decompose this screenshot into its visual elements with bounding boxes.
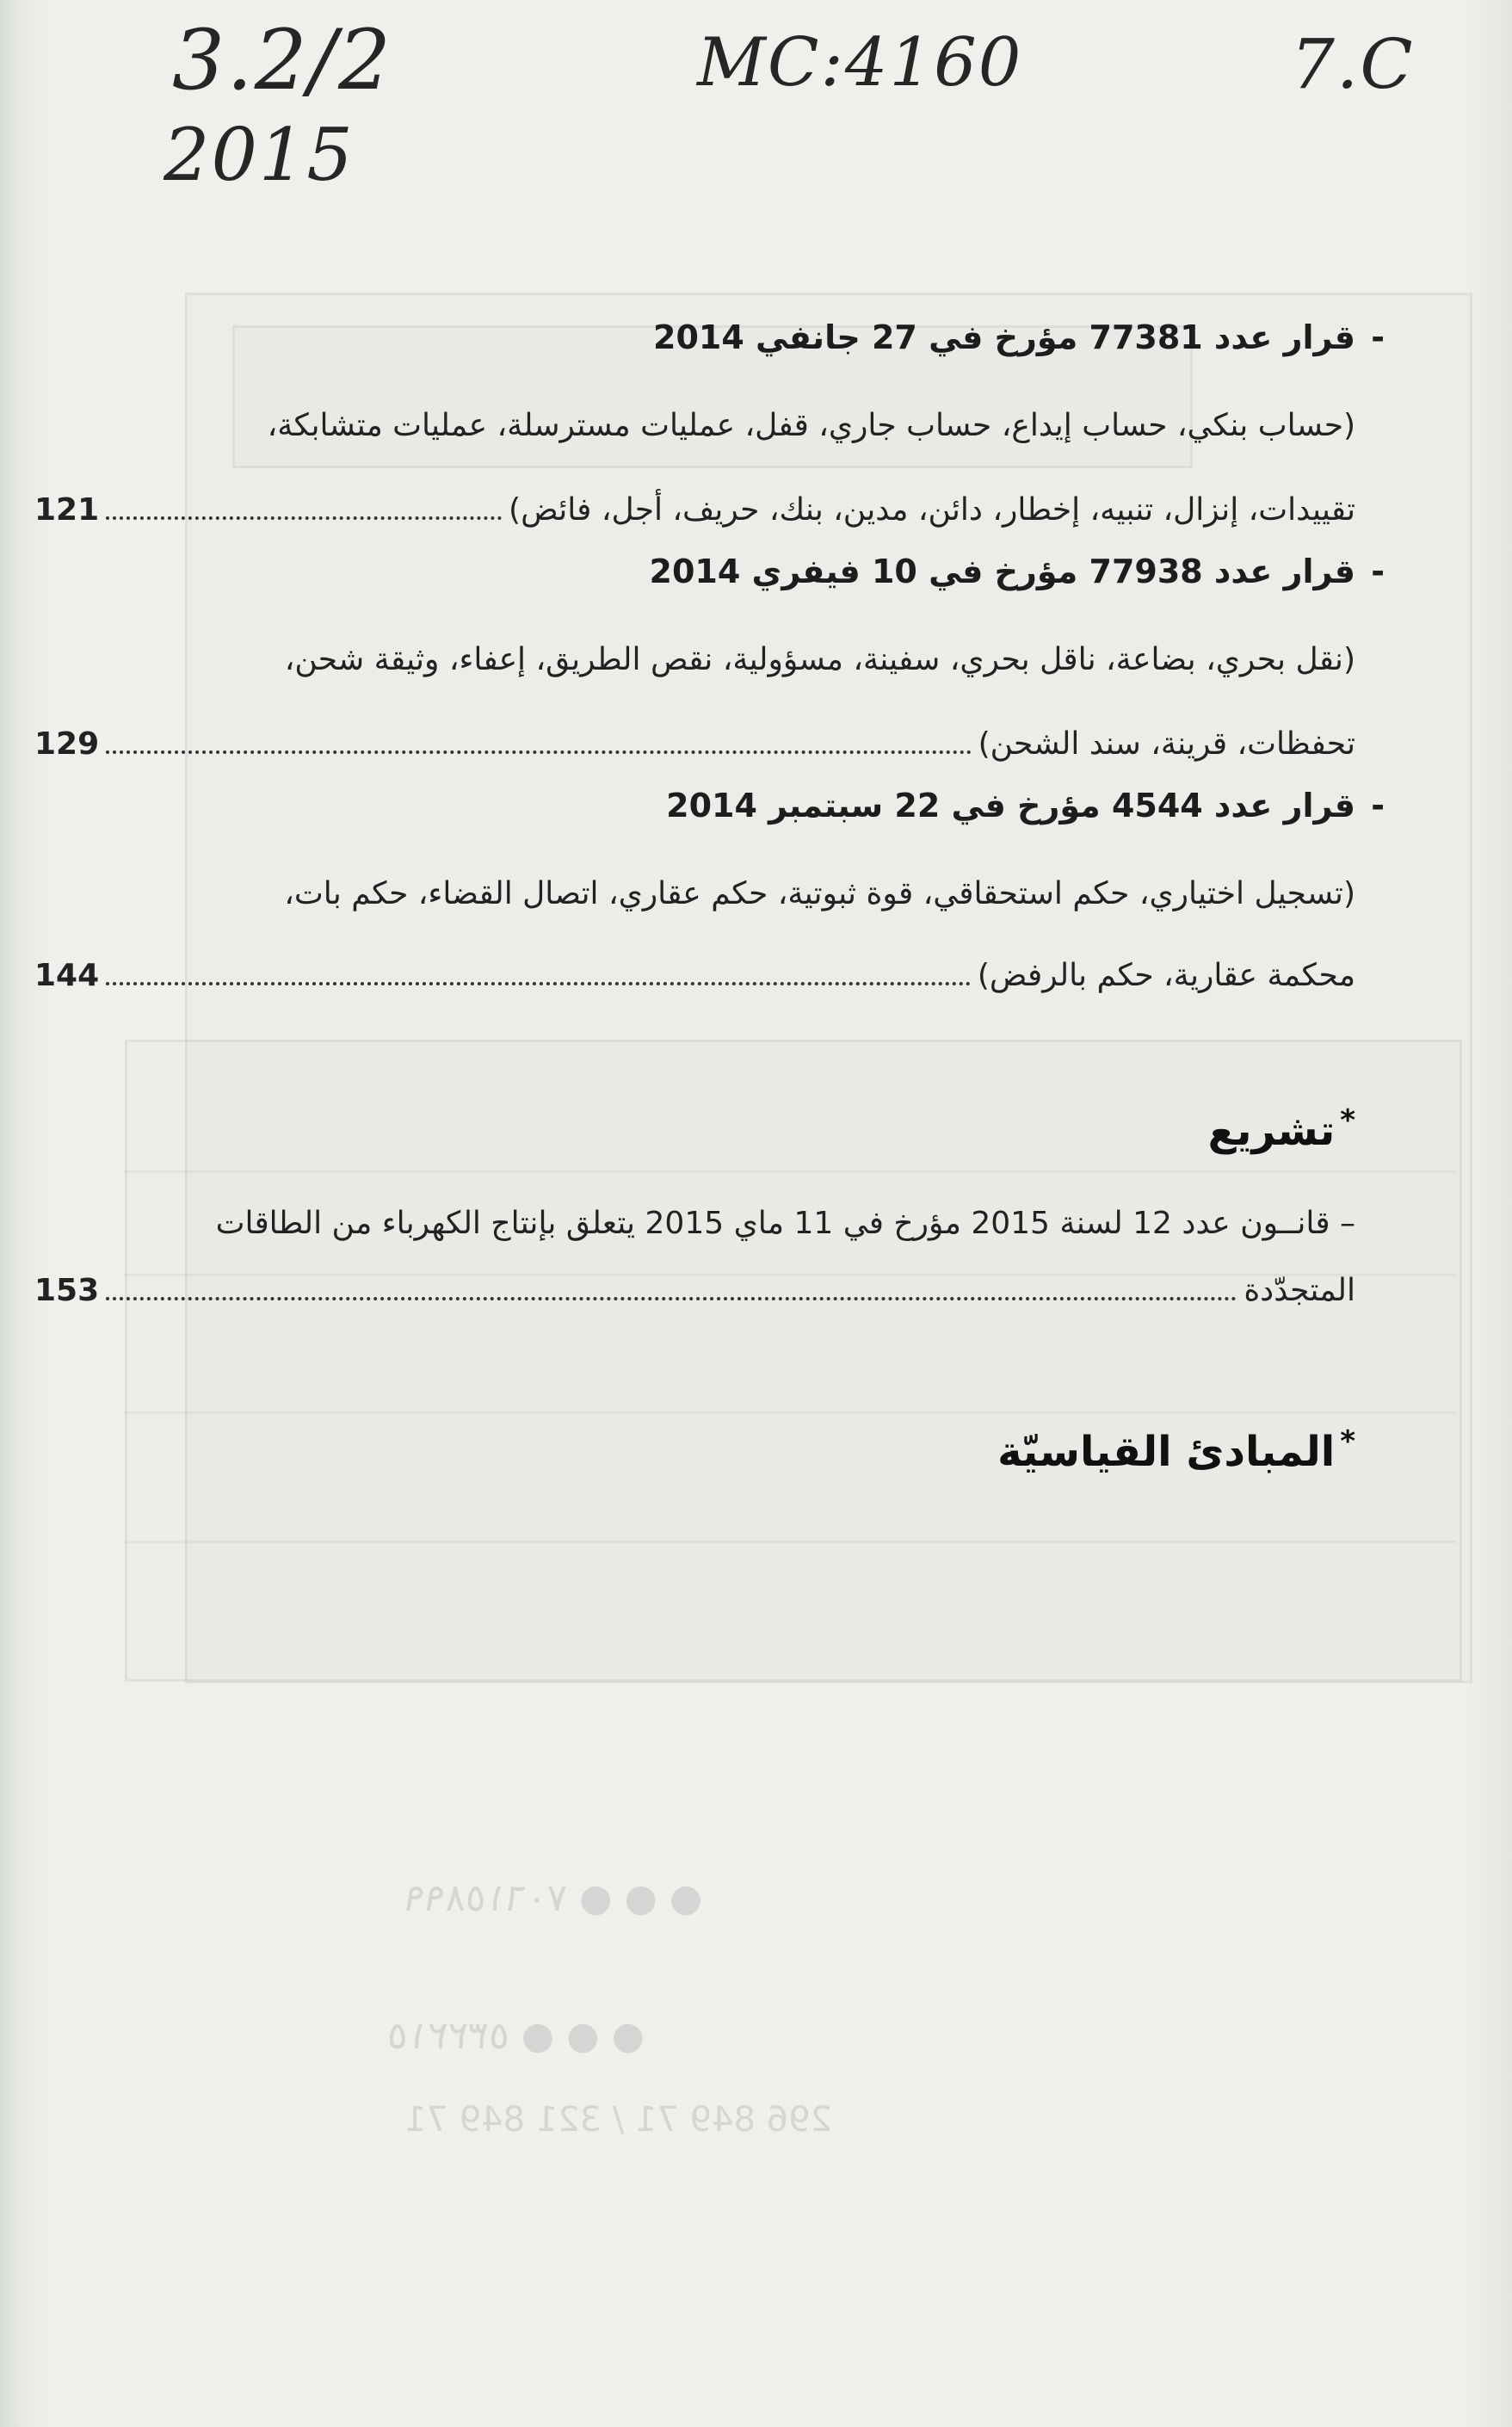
entry-page-number: 129 — [34, 726, 100, 762]
entry-heading-text: قرار عدد 4544 مؤرخ في 22 سبتمبر 2014 — [666, 787, 1355, 824]
handwritten-ref-code: 3.2/2 — [172, 12, 393, 108]
entry-keywords-tail: تقييدات، إنزال، تنبيه، إخطار، دائن، مدين، بنك، حريف، أجل، فائض) — [509, 492, 1355, 528]
bleed-through-text: 71 849 321 / 71 849 296 — [404, 2100, 833, 2140]
entry-dash: - — [1371, 318, 1385, 356]
dot-leader — [106, 725, 971, 754]
entry-heading-text: قرار عدد 77938 مؤرخ في 10 فيفري 2014 — [649, 553, 1355, 590]
dot-leader — [106, 1271, 1237, 1300]
entry-heading — [653, 317, 1385, 358]
legislation-item-tail: المتجدّدة — [1244, 1273, 1355, 1308]
handwritten-volume: 7.C — [1291, 24, 1415, 104]
bleed-through-rule — [125, 1170, 1457, 1173]
bleed-through-text: ٥٣٢٢١٥ ● ● ● — [387, 2014, 645, 2058]
bleed-through-rule — [125, 1411, 1457, 1414]
entry-keywords-tail: محكمة عقارية، حكم بالرفض) — [977, 958, 1355, 993]
entry-keywords: (حساب بنكي، حساب إيداع، حساب جاري، قفل، عمليات مسترسلة، عمليات متشابكة، — [267, 408, 1355, 443]
entry-keywords-tail: تحفظات، قرينة، سند الشحن) — [978, 726, 1355, 762]
entry-page-number: 121 — [34, 492, 100, 528]
section-title-legislation — [1208, 1095, 1355, 1157]
dot-leader — [106, 956, 971, 985]
bleed-through-text: ٧٠٦١٥٨٩٩ ● ● ● — [404, 1876, 703, 1920]
section-title-text: المبادئ القياسيّة — [997, 1428, 1336, 1476]
entry-keywords: (تسجيل اختياري، حكم استحقاقي، قوة ثبوتية، حكم عقاري، اتصال القضاء، حكم بات، — [284, 876, 1355, 911]
section-title-text: تشريع — [1207, 1107, 1336, 1155]
entry-heading — [649, 551, 1385, 592]
section-star: * — [1340, 1103, 1355, 1138]
entry-heading-text: قرار عدد 77381 مؤرخ في 27 جانفي 2014 — [653, 318, 1355, 356]
entry-heading — [666, 785, 1385, 826]
dot-leader — [106, 491, 502, 520]
legislation-item: – قانــون عدد 12 لسنة 2015 مؤرخ في 11 ماي 2015 يتعلق بإنتاج الكهرباء من الطاقات — [215, 1206, 1355, 1241]
entry-page-number: 144 — [34, 958, 100, 993]
section-title-principles — [997, 1416, 1355, 1478]
entry-keywords-last-line — [34, 485, 1355, 536]
bleed-through-rule — [125, 1541, 1457, 1543]
entry-dash: - — [1371, 553, 1385, 590]
legislation-item-last-line — [34, 1265, 1355, 1317]
entry-keywords: (نقل بحري، بضاعة، ناقل بحري، سفينة، مسؤولية، نقص الطريق، إعفاء، وثيقة شحن، — [284, 642, 1355, 677]
section-star: * — [1340, 1424, 1355, 1459]
handwritten-shelf-mark: MC:4160 — [697, 24, 1023, 102]
entry-keywords-last-line — [34, 719, 1355, 770]
handwritten-year: 2015 — [164, 113, 355, 197]
entry-dash: - — [1371, 787, 1385, 824]
legislation-page-number: 153 — [34, 1273, 100, 1308]
entry-keywords-last-line — [34, 950, 1355, 1002]
